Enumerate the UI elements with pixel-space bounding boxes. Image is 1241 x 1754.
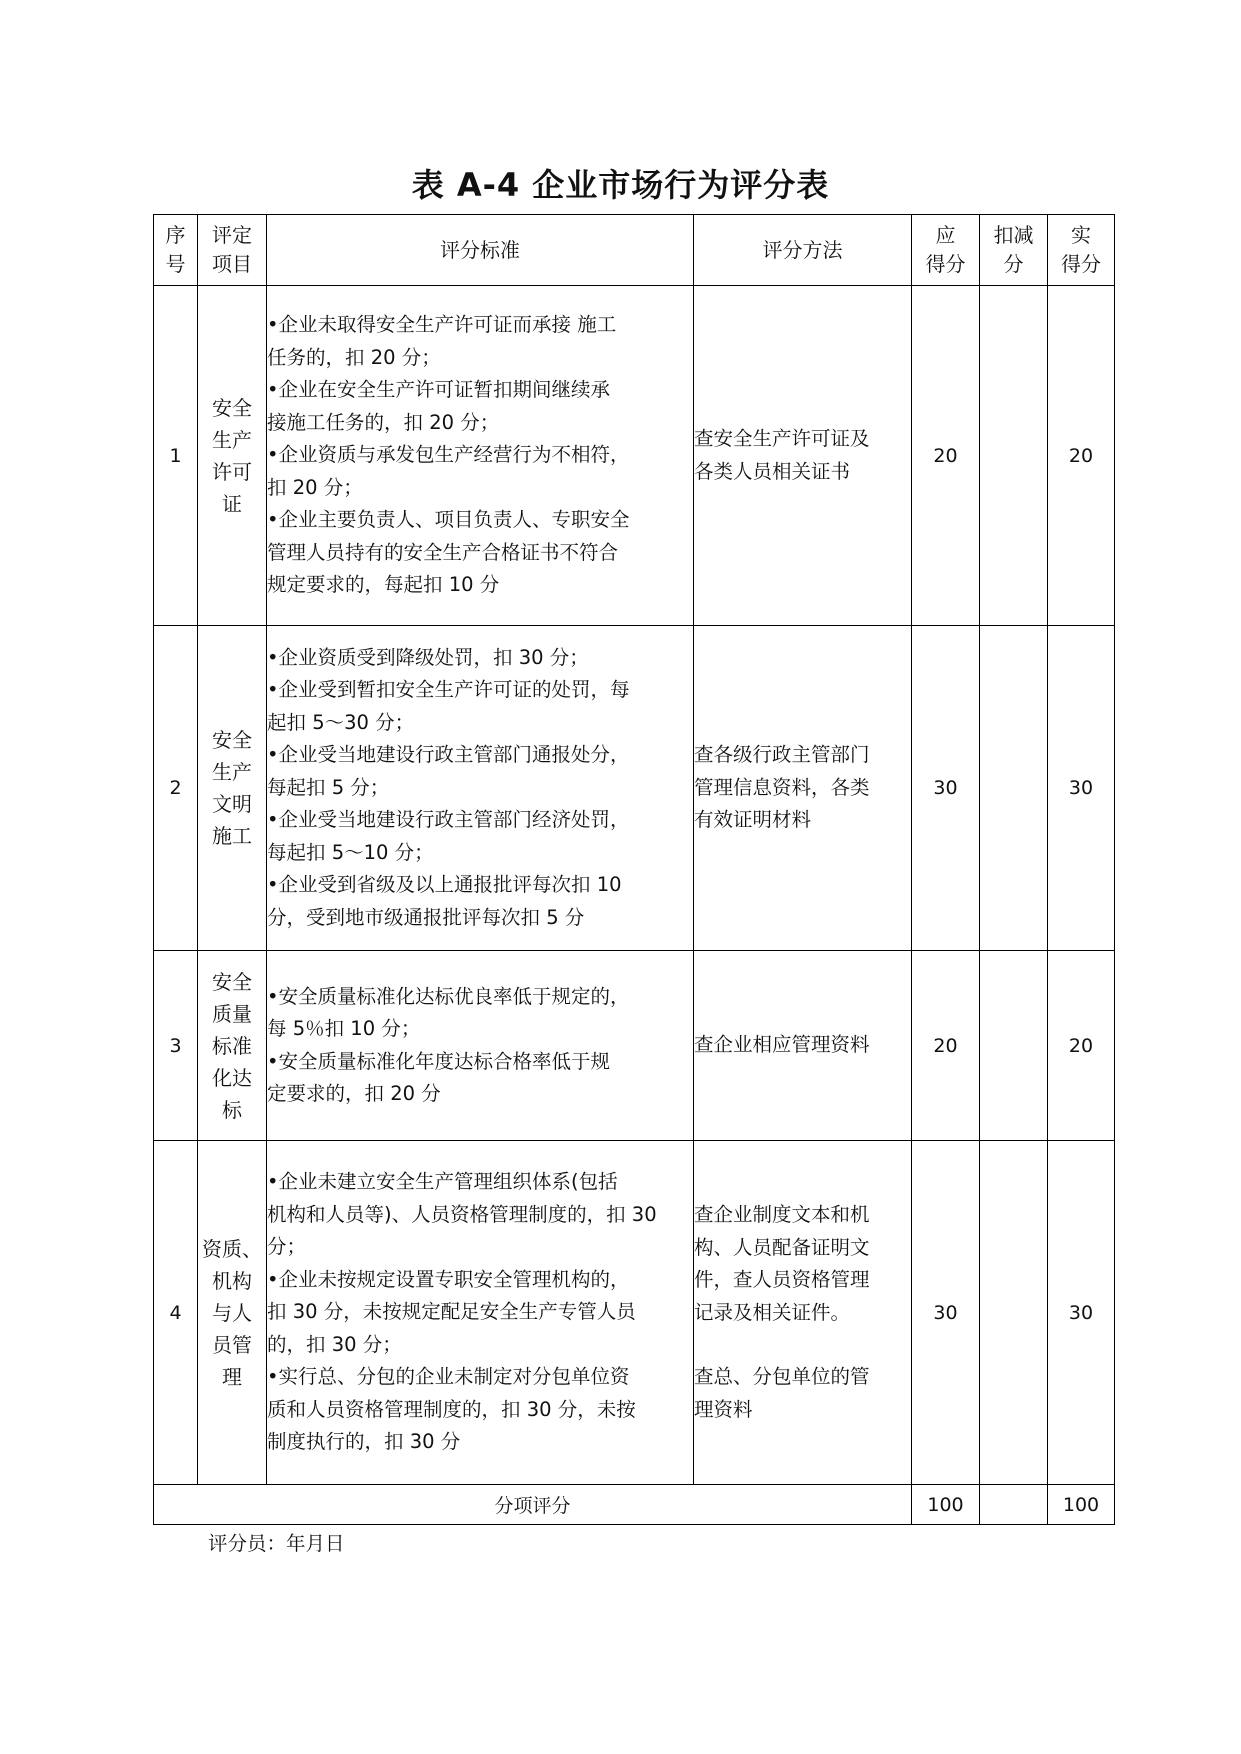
row-deduct	[980, 286, 1048, 626]
row-should-score: 30	[912, 1141, 980, 1485]
row-seq: 3	[154, 951, 198, 1141]
row-seq: 4	[154, 1141, 198, 1485]
row-should-score: 20	[912, 286, 980, 626]
subtotal-label: 分项评分	[154, 1485, 912, 1525]
subtotal-should-score: 100	[912, 1485, 980, 1525]
row-seq: 1	[154, 286, 198, 626]
row-method: 查企业相应管理资料	[694, 951, 912, 1141]
row-method: 查安全生产许可证及 各类人员相关证书	[694, 286, 912, 626]
table-row	[154, 951, 1115, 1141]
subtotal-deduct	[980, 1485, 1048, 1525]
header-actual: 实 得分	[1048, 215, 1115, 286]
row-actual: 20	[1048, 951, 1115, 1141]
header-seq: 序 号	[154, 215, 198, 286]
row-criteria: •企业资质受到降级处罚，扣 30 分； •企业受到暂扣安全生产许可证的处罚，每 起扣 5～30 分； •企业受当地建设行政主管部门通报处分， 每起扣 5 分； •企业受当地建设行政主管部门经济处罚， 每起扣 5～10 分； •企业受到省级及以上通报批评每次扣 10 分，受到地市级通报批评每次扣 5 分	[267, 626, 694, 951]
row-item: 安全 质量 标准 化达 标	[198, 951, 267, 1141]
row-actual: 30	[1048, 626, 1115, 951]
grader-signature-line: 评分员：年月日	[208, 1532, 345, 1555]
row-actual: 30	[1048, 1141, 1115, 1485]
subtotal-actual: 100	[1048, 1485, 1115, 1525]
header-criteria: 评分标准	[267, 215, 694, 286]
row-seq: 2	[154, 626, 198, 951]
header-row	[154, 215, 1115, 286]
row-deduct	[980, 1141, 1048, 1485]
row-criteria: •安全质量标准化达标优良率低于规定的， 每 5％扣 10 分； •安全质量标准化年度达标合格率低于规 定要求的，扣 20 分	[267, 951, 694, 1141]
row-criteria: •企业未建立安全生产管理组织体系(包括 机构和人员等)、人员资格管理制度的，扣 30 分； •企业未按规定设置专职安全管理机构的， 扣 30 分，未按规定配足安全生产专管人员 的，扣 30 分； •实行总、分包的企业未制定对分包单位资 质和人员资格管理制度的，扣 30 分，未按 制度执行的，扣 30 分	[267, 1141, 694, 1485]
row-method: 查企业制度文本和机 构、人员配备证明文 件，查人员资格管理 记录及相关证件。 查总、分包单位的管 理资料	[694, 1141, 912, 1485]
header-should-score: 应 得分	[912, 215, 980, 286]
row-should-score: 20	[912, 951, 980, 1141]
row-actual: 20	[1048, 286, 1115, 626]
header-item: 评定 项目	[198, 215, 267, 286]
table-row	[154, 1141, 1115, 1485]
row-deduct	[980, 626, 1048, 951]
document-title: 表 A-4 企业市场行为评分表	[411, 166, 830, 204]
table-row	[154, 286, 1115, 626]
table-row	[154, 626, 1115, 951]
row-item: 安全 生产 许可 证	[198, 286, 267, 626]
row-deduct	[980, 951, 1048, 1141]
subtotal-row	[154, 1485, 1115, 1525]
row-criteria: •企业未取得安全生产许可证而承接 施工 任务的，扣 20 分； •企业在安全生产许可证暂扣期间继续承 接施工任务的，扣 20 分； •企业资质与承发包生产经营行为不相符， 扣 20 分； •企业主要负责人、项目负责人、专职安全 管理人员持有的安全生产合格证书不符合 规定要求的，每起扣 10 分	[267, 286, 694, 626]
row-should-score: 30	[912, 626, 980, 951]
header-deduct: 扣减 分	[980, 215, 1048, 286]
scoring-table	[153, 214, 1115, 1525]
row-item: 资质、 机构 与人 员管 理	[198, 1141, 267, 1485]
header-method: 评分方法	[694, 215, 912, 286]
row-item: 安全 生产 文明 施工	[198, 626, 267, 951]
row-method: 查各级行政主管部门 管理信息资料，各类 有效证明材料	[694, 626, 912, 951]
